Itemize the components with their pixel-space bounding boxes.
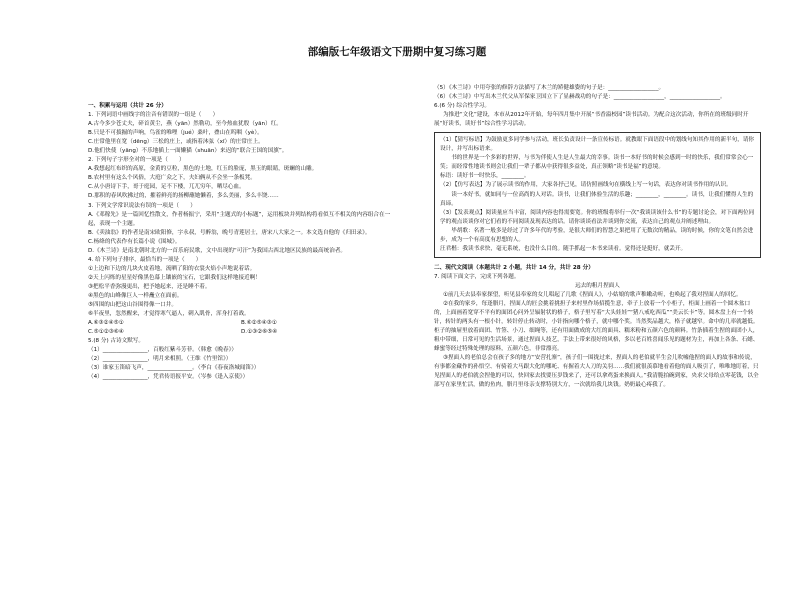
question-line: B.《卖油翁》的作者是南宋欧阳修，字永叔，号醉翁，晚号青莲居士，唐宋八大家之一。本文选自他的《归田录》。 xyxy=(88,229,371,236)
question-line: 1. 下列词语中画线字的注音有错误的一组是（ ） xyxy=(88,112,219,119)
question-line: 4. 给下列句子排序，最恰当的一项是（ ） xyxy=(88,256,202,263)
activity-line: （1）【猜写标语】为鼓励更多同学参与活动，班长负责设计一条宣传标语。就教眼下面语段中的划线句知其作用的新半句，请你设计，并写出标语来。 xyxy=(440,137,755,153)
option-a: C.⑤①②③⑥④ xyxy=(88,329,124,336)
paragraph: ②在我的家乡，每逢腊月，捏面人的匠会挑着挑担子来村里作场招揽生意，牵子上放着一个小柜子，柜面上画着一个圆木盆口的，上面画着宽穿不平有的面团心问外呈辐射状的格子，格子里写着“大头娃娃”“猪八戒吃西瓜”“美云长卡”等。圆木盘上有一个转针，转针的两头有一根小针，转针停止转动时，小针指向哪个格子，就中哪个奖。当然奖品越大，格子就越窄。命中的几率就越低。柜子的抽屉里放着面团、竹签、小刀、细绳等，还有用面做成的大红的面具、糯米粉和五颜六色的颜料。竹条插着生捏的面团小人，粗中带细，日常可见的生活场景，通过捏面人技艺，手法上带来很好的风格，多以老百姓喜闻乐见的题材为主，再加上各条、石蜡、蜂蜜等经过特殊处理的原料，五颜六色，非常漂亮。 xyxy=(434,301,759,353)
activity-line: 书的世界是一个多彩的世界，与书为伴使人生是人生最大的幸事。读书一本好书的时候会感到一时的快乐，我们常常会心一笑；而经常性地读书则会让我们一辈子都从中获得很多益处，真正领略“读书是福”的意境。 xyxy=(440,155,754,171)
question-line: （2）________________，明月来相照。（王维《竹里馆》） xyxy=(88,356,232,363)
right-column xyxy=(434,84,761,391)
activity-line: 毕胡歌：名著一般多是经过了许多年代的考验，是很大师们的智慧之果把用了无数次的精品，读的时候，你的文笔自然会进步，成为一个有高度有思想的人。 xyxy=(440,227,754,243)
option-row xyxy=(88,328,394,337)
left-column xyxy=(88,102,394,382)
question-line: ③把松平香弥漫更出，把予她起来，还是睡不着。 xyxy=(88,283,211,290)
page-title: 部编版七年级语文下册期中复习练习题 xyxy=(307,46,487,58)
activity-line: 汪君楷：我读书求快，毫无系统，也没什么目的。随手抓起一本书来读看。觉得还是挺好，就丢开。 xyxy=(440,245,687,252)
section-heading: 一、积累与运用（共计 26 分） xyxy=(88,103,167,109)
question-line: 5.(8 分) 古诗文默写。 xyxy=(88,338,144,345)
question-line: B.只是不可拔掘的声响，鸟雀的唯哩（jué）桑叶，叠山在呜咽（yè）。 xyxy=(88,130,263,137)
question-line: ⑤四围的山把这山谷围得像一口井。 xyxy=(88,302,177,309)
question-line: （1）________________，百般红紫斗芳菲。（韩愈《晚春》） xyxy=(88,347,237,354)
question-line: 7. 阅读下面文字，完成下列各题。 xyxy=(434,273,520,280)
question-line: D.那积的春风吹拂过的，摧着鲜亮的扬柳蘸她懒着，多么美丽，多么丰饶…… xyxy=(88,193,279,200)
question-line: ④黑色的山峰像巨人一样矗立在面前。 xyxy=(88,292,183,299)
activity-box xyxy=(434,132,761,258)
question-line: （3）谁家玉笛暗飞声，________________。（李白《春夜洛城闻笛》） xyxy=(88,365,260,372)
option-row xyxy=(88,319,394,328)
question-line: 3. 下列文学常识说法有误的一项是（ ） xyxy=(88,202,196,209)
question-line: C.庄常他里在宽（dēng）三松的庄上，或指着沐弦（xī）的庄常庄上。 xyxy=(88,139,264,146)
activity-line: （2）【仿写表达】为了展示读书的作用，大家各抒己见，请仿照画线句在横线上写一句话，表达你对读书作用的认识。 xyxy=(440,182,732,189)
question-line: ②天上闪烁的星星好像黑色幕上镶嵌的宝石，它跟我们这样地接近啊！ xyxy=(88,274,261,281)
question-line: C.杨绛的代表作有长篇小说《围城》。 xyxy=(88,238,181,245)
right-top-section xyxy=(434,84,761,129)
activity-line: （3）【发表观点】阅读量应当丰富，阅读内容也得需要宽。你的班级将举行一次“我谈读该什么书”的专题讨论会，对下面两位同学的观点谈谈你对它们看的不同阅读及现表达的话。请你谈谈看法并谈到你交流，表达自己的观点并阐述理由。 xyxy=(440,209,755,225)
option-b: B.⑥②⑤④③① xyxy=(241,320,277,327)
paragraph: 为推进“文化”建设，本市从2012年开始，每年四月集中开展“书香溢校园”读书活动。为配合这次活动，你所在的班级同时开展“好读书，读好书”综合性学习活动。 xyxy=(434,112,749,128)
question-line: A.《邓稼先》是一篇回忆性散文，作者杨振宁，采用“主题式的小标题”，运用板块并列结构将看似互不相关的内容组合在一起，表现一个主题。 xyxy=(88,211,391,227)
question-line: （4）________________，凭君传语报平安。（岑参《逢入京使》） xyxy=(88,374,249,381)
activity-line: 读一本好书，就如同与一位高尚的人对话。读书，让我们体验生活的乐趣；________，________。读书，让我们懂得人生的真谛。 xyxy=(440,191,754,207)
question-line: 6.(6 分) 综合性学习。 xyxy=(434,103,490,110)
paragraph: ③捏面人的老伯总会在孩子多的地方“安营扎寨”，孩子们一围拢过来，捏面人的老伯就半生会儿吹嘘他捏的面人的故事和传说，有事都金藏作的孙悟空、有骑着大马跟大化的哪吒、有握着大人刀的关羽……我们就很羡慕地看着他的面人吸引了，唯唯地盯着，只见捏面人的老伯就会捏他的可以，快回家去找要压岁钱来了，还可以拿鸡蛋来换面人。”我清脆拍碗到家，央求父母给点零花钱，以全部写在家里忙活，做的鱼肉，腊月里母亲支撑特别大方，一次就给我几块钱。奶奶最心疼我了。 xyxy=(434,355,759,389)
question-line: A.古今多少苍丈夫，碎首黄尘，燕（yān）然勒功，至今热血犹殷（yān）红。 xyxy=(88,121,282,128)
question-line: B.农村里有这么个风俗，大庭广众之下，夫妇俩从不会坐一条板凳。 xyxy=(88,175,256,182)
question-line: ⑥半夜里，忽然醒来，才觉得寒气逼人，刺入肌骨，浑身打着战。 xyxy=(88,311,250,318)
section-heading: 二、现代文阅读（本题共计 2 小题，共计 14 分，共计 28 分） xyxy=(434,264,594,271)
question-line: ①上边和下边的几块火皮着地，流晒了阳的衣裳火焰小声地说着话。 xyxy=(88,265,256,272)
question-line: 2. 下列句子字形全对的一项是（ ） xyxy=(88,157,185,164)
activity-line: 标语：读好书一时快乐，________。 xyxy=(440,173,530,180)
question-line: （6）《木兰诗》中写出木兰代父从军保家卫国立下了显赫战功的句子是：__________________，__________________。 xyxy=(434,94,726,101)
article-title: 远去的粗月捏面人 xyxy=(575,282,620,289)
question-line: C.从小唐诗下手，哥于庭园，足不下楼，兀兀穷年，晒尽心血。 xyxy=(88,184,245,191)
question-line: D.他们快使（yāng）不乐地插上一面懒猫（shuān）来迟的“联合王国的国旗”。 xyxy=(88,148,288,155)
option-b: D.①③②⑥⑤④ xyxy=(241,329,278,336)
question-line: （5）《木兰诗》中用夸张的修辞方法描写了木兰的矫健雄姿的句子是：__________________。 xyxy=(434,85,665,91)
question-line: A.我想起红布织的高原，金黄的豆粒，黑色的土地，红玉的脸庞，黑玉的眼睛，斑斓的山雕。 xyxy=(88,166,318,173)
reading-section xyxy=(434,264,761,391)
question-line: D.《木兰诗》是南北朝时北方的一首乐府民歌，文中出现的“可汗”为我国古西北地区民族的最高统治者。 xyxy=(88,247,347,254)
paragraph: ①前几天去县奉家探望，听见县奉家的女儿唱起了几歌《捏面人》，小姑娘的歌声稚嫩动听，也唤起了我对捏面人的回忆。 xyxy=(442,291,742,298)
option-a: A.⑥③②④⑤① xyxy=(88,320,124,327)
